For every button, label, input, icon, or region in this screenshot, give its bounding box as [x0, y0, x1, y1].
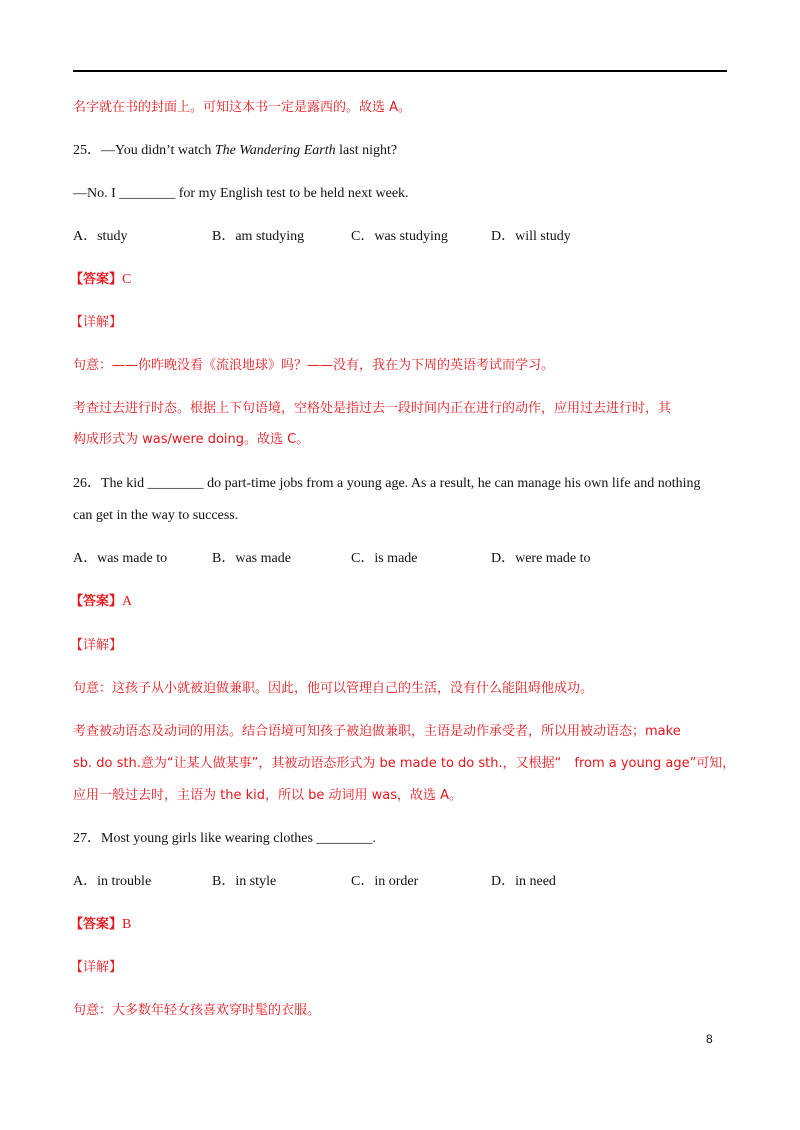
q25-explanation-1: 句意：——你昨晚没看《流浪地球》吗？——没有，我在为下周的英语考试而学习。 — [73, 358, 555, 373]
q26-option-d: D．were made to — [491, 551, 591, 566]
q25-option-c: C．was studying — [351, 229, 448, 244]
q25-option-b: B．am studying — [212, 229, 305, 244]
q25-explanation-2-cont: 构成形式为 was/were doing。故选 C。 — [73, 432, 310, 447]
q27-answer-value: B — [122, 917, 132, 932]
q25-answer-value: C — [122, 272, 132, 287]
q26-stem-line2: can get in the way to success. — [73, 508, 239, 523]
q27-stem: 27．Most young girls like wearing clothes ________. — [73, 831, 376, 846]
q26-option-a: A．was made to — [73, 551, 168, 566]
q26-explanation-2: 考查被动语态及动词的用法。结合语境可知孩子被迫做兼职，主语是动作承受者，所以用被动语态；make — [73, 724, 681, 739]
prev-explanation-tail: 名字就在书的封面上。可知这本书一定是露西的。故选 A。 — [73, 100, 412, 115]
q27-option-c: C．in order — [351, 874, 419, 889]
q25-film-title: The Wandering Earth — [214, 143, 336, 158]
q27-answer-label: 【答案】 — [70, 917, 123, 932]
q27-option-a: A．in trouble — [73, 874, 152, 889]
q25-answer-label: 【答案】 — [70, 272, 123, 287]
q26-explanation-2-cont: sb. do sth.意为“让某人做某事”，其被动语态形式为 be made to do sth.，又根据“ from a young age”可知， — [73, 756, 736, 771]
q27-option-d: D．in need — [491, 874, 556, 889]
q25-detail-label: 【详解】 — [70, 315, 123, 330]
q25-stem-prefix: 25．—You didn’t watch — [73, 143, 215, 158]
q25-option-d: D．will study — [491, 229, 571, 244]
q26-detail-label: 【详解】 — [70, 638, 123, 653]
q25-stem — [73, 142, 397, 160]
q25-stem-suffix: last night? — [335, 143, 398, 158]
page-number: 8 — [706, 1032, 713, 1046]
q26-explanation-1: 句意：这孩子从小就被迫做兼职。因此，他可以管理自己的生活，没有什么能阻碍他成功。 — [73, 681, 594, 696]
header-rule — [73, 70, 727, 72]
q25-option-a: A．study — [73, 229, 128, 244]
q26-explanation-2-end: 应用一般过去时，主语为 the kid，所以 be 动词用 was，故选 A。 — [73, 788, 463, 803]
q26-answer — [70, 593, 132, 611]
q25-answer — [70, 271, 131, 289]
q26-option-c: C．is made — [351, 551, 418, 566]
q25-stem-line2: —No. I ________ for my English test to be held next week. — [73, 186, 409, 201]
q25-explanation-2: 考查过去进行时态。根据上下句语境，空格处是指过去一段时间内正在进行的动作，应用过去进行时，其 — [73, 401, 672, 416]
q26-stem: 26．The kid ________ do part-time jobs from a young age. As a result, he can manage his own life and nothing — [73, 476, 701, 491]
q27-explanation-1: 句意：大多数年轻女孩喜欢穿时髦的衣服。 — [73, 1003, 321, 1018]
q26-answer-value: A — [122, 594, 133, 609]
q27-answer — [70, 916, 131, 934]
q27-detail-label: 【详解】 — [70, 960, 123, 975]
q27-option-b: B．in style — [212, 874, 277, 889]
q26-option-b: B．was made — [212, 551, 291, 566]
q26-answer-label: 【答案】 — [70, 594, 123, 609]
